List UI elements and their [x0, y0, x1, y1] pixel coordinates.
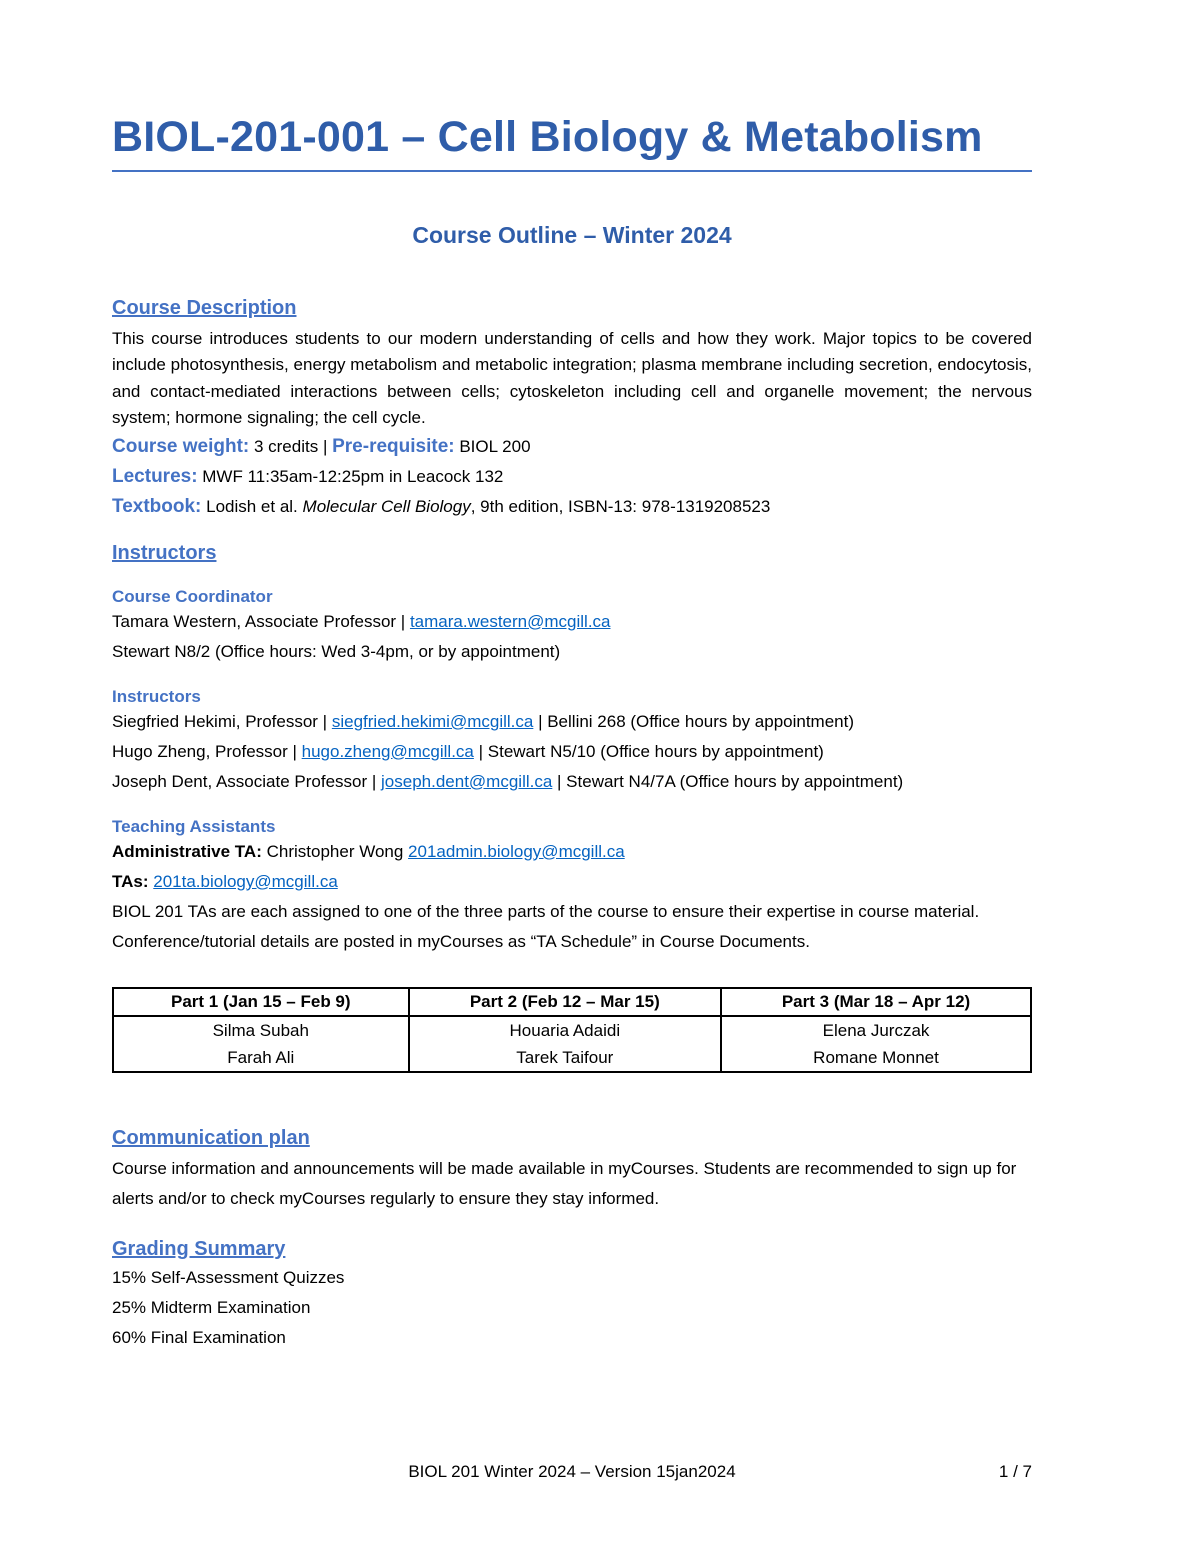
- page-number: 1 / 7: [998, 1462, 1032, 1481]
- admin-ta-line: [112, 837, 1032, 867]
- course-description-section: [112, 297, 1032, 522]
- tas-email-link[interactable]: 201ta.biology@mcgill.ca: [153, 871, 338, 891]
- page-title: BIOL-201-001 – Cell Biology & Metabolism: [112, 112, 1032, 172]
- instructors-subheading: Instructors: [112, 686, 201, 706]
- instructor-row: [112, 767, 1032, 797]
- coordinator-office: Stewart N8/2 (Office hours: Wed 3-4pm, or by appointment): [112, 641, 561, 661]
- instructor-name: Hugo Zheng, Professor |: [112, 741, 297, 761]
- course-weight-value: 3 credits: [253, 436, 319, 456]
- table-cell: [113, 1016, 409, 1072]
- instructors-section: [112, 542, 1032, 957]
- admin-ta-label: Administrative TA:: [112, 841, 262, 861]
- page-footer: [112, 1462, 1032, 1482]
- communication-heading: Communication plan: [112, 1126, 310, 1149]
- separator: |: [322, 436, 328, 456]
- ta-schedule-table: [112, 987, 1032, 1073]
- instructor-row: [112, 737, 1032, 767]
- course-description-text: This course introduces students to our modern understanding of cells and how they work. Major topics to be covered include photosynthesis, energy metabolism and metabolic integration; plasma membrane including secretion, endocytosis, and contact-mediated interactions between cells; cytoskeleton including cell and organelle movement; the nervous system; hormone signaling; the cell cycle.: [112, 328, 1032, 428]
- page-subtitle: Course Outline – Winter 2024: [412, 221, 732, 248]
- grading-item: 25% Midterm Examination: [112, 1297, 311, 1317]
- lectures-line: [112, 462, 1032, 492]
- ta-name: Tarek Taifour: [516, 1047, 614, 1067]
- lectures-label: Lectures:: [112, 465, 198, 487]
- coordinator-name: Tamara Western, Associate Professor |: [112, 611, 406, 631]
- course-coordinator-heading: Course Coordinator: [112, 586, 273, 606]
- grading-section: [112, 1238, 1032, 1353]
- instructor-email-link[interactable]: hugo.zheng@mcgill.ca: [301, 741, 474, 761]
- tas-label: TAs:: [112, 871, 149, 891]
- table-row: [113, 1016, 1031, 1072]
- course-weight-line: [112, 432, 1032, 462]
- textbook-author: Lodish et al.: [206, 496, 298, 516]
- coordinator-line: [112, 607, 1032, 637]
- admin-ta-name: Christopher Wong: [266, 841, 404, 861]
- instructor-office: | Stewart N5/10 (Office hours by appointment): [478, 741, 824, 761]
- ta-name: Silma Subah: [212, 1020, 309, 1040]
- teaching-assistants-heading: Teaching Assistants: [112, 816, 276, 836]
- instructor-name: Siegfried Hekimi, Professor |: [112, 711, 328, 731]
- communication-section: [112, 1127, 1032, 1214]
- table-header-cell: Part 3 (Mar 18 – Apr 12): [721, 988, 1031, 1016]
- textbook-title: Molecular Cell Biology: [302, 496, 471, 516]
- prereq-label: Pre-requisite:: [332, 435, 455, 457]
- table-cell: [721, 1016, 1031, 1072]
- lectures-value: MWF 11:35am-12:25pm in Leacock 132: [202, 466, 504, 486]
- instructor-email-link[interactable]: siegfried.hekimi@mcgill.ca: [331, 711, 534, 731]
- course-description-heading: Course Description: [112, 296, 297, 319]
- grading-item: 15% Self-Assessment Quizzes: [112, 1267, 345, 1287]
- ta-description: BIOL 201 TAs are each assigned to one of the three parts of the course to ensure their expertise in course material. Conference/tutorial details are posted in myCourses as “TA Schedule” in Course Documents.: [112, 901, 980, 951]
- ta-name: Elena Jurczak: [822, 1020, 930, 1040]
- grading-heading: Grading Summary: [112, 1237, 286, 1260]
- course-weight-label: Course weight:: [112, 435, 250, 457]
- instructor-name: Joseph Dent, Associate Professor |: [112, 771, 377, 791]
- instructor-email-link[interactable]: joseph.dent@mcgill.ca: [381, 771, 553, 791]
- coordinator-email-link[interactable]: tamara.western@mcgill.ca: [409, 611, 611, 631]
- communication-text: Course information and announcements will be made available in myCourses. Students are recommended to sign up for alerts and/or to check myCourses regularly to ensure they stay informed.: [112, 1158, 1017, 1208]
- textbook-label: Textbook:: [112, 495, 202, 517]
- table-header-row: [113, 988, 1031, 1016]
- admin-ta-email-link[interactable]: 201admin.biology@mcgill.ca: [408, 841, 625, 861]
- document-page: [112, 112, 1032, 1353]
- prereq-value: BIOL 200: [459, 436, 531, 456]
- textbook-line: [112, 492, 1032, 522]
- grading-item: 60% Final Examination: [112, 1327, 286, 1347]
- instructor-row: [112, 707, 1032, 737]
- textbook-details: , 9th edition, ISBN-13: 978-1319208523: [470, 496, 771, 516]
- ta-name: Romane Monnet: [813, 1047, 939, 1067]
- instructor-office: | Stewart N4/7A (Office hours by appointment): [557, 771, 904, 791]
- tas-line: [112, 867, 1032, 897]
- table-header-cell: Part 2 (Feb 12 – Mar 15): [409, 988, 721, 1016]
- instructor-office: | Bellini 268 (Office hours by appointment): [538, 711, 855, 731]
- instructors-heading: Instructors: [112, 541, 217, 564]
- table-header-cell: Part 1 (Jan 15 – Feb 9): [113, 988, 409, 1016]
- ta-name: Farah Ali: [227, 1047, 295, 1067]
- footer-text: BIOL 201 Winter 2024 – Version 15jan2024: [408, 1462, 736, 1481]
- ta-name: Houaria Adaidi: [509, 1020, 621, 1040]
- table-cell: [409, 1016, 721, 1072]
